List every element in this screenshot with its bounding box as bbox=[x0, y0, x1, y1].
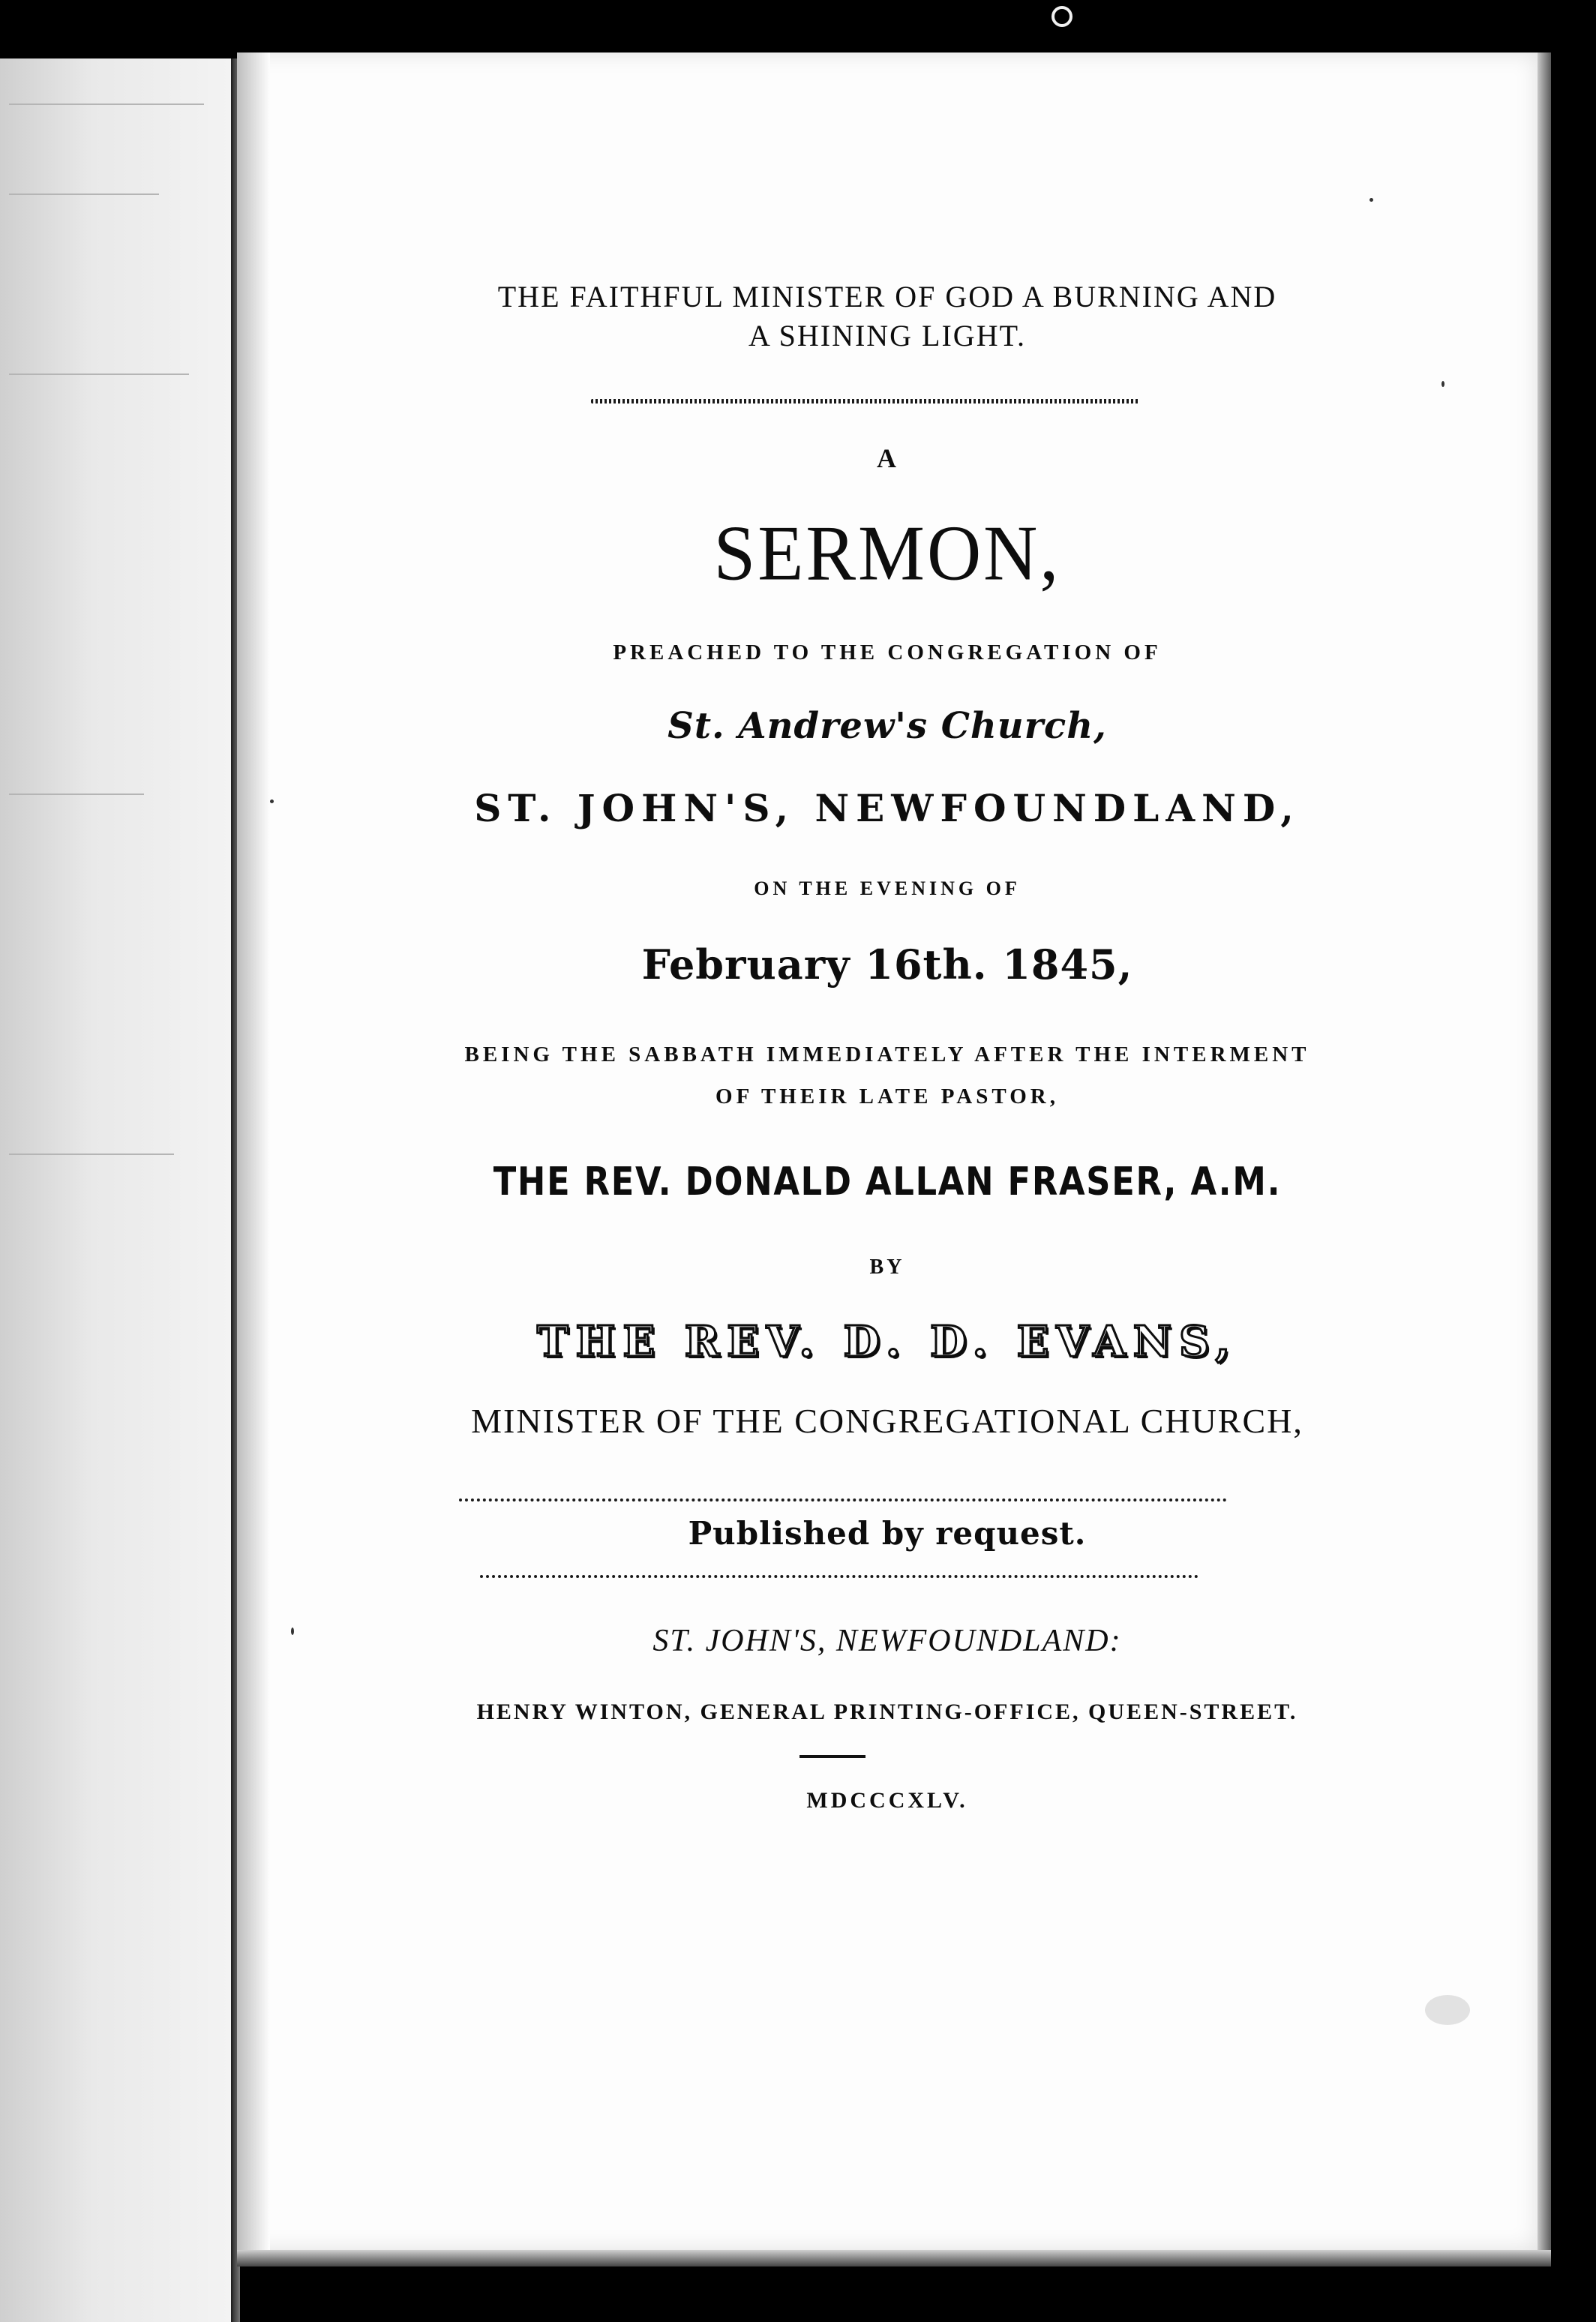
imprint-place: ST. JOHN'S, NEWFOUNDLAND: bbox=[652, 1624, 1122, 1658]
being-line-1: BEING THE SABBATH IMMEDIATELY AFTER THE INTERMENT bbox=[464, 1042, 1310, 1066]
sermon-date: February 16th. 1845, bbox=[641, 940, 1133, 988]
leaf-bleed-line bbox=[9, 794, 144, 795]
scan-registration-mark bbox=[1052, 6, 1072, 27]
ornamental-rule bbox=[480, 1575, 1198, 1578]
heading-line-2: A SHINING LIGHT. bbox=[748, 319, 1027, 352]
page-gutter-shadow bbox=[237, 52, 270, 2250]
imprint-printer: HENRY WINTON, GENERAL PRINTING-OFFICE, QUEEN-STREET. bbox=[476, 1700, 1298, 1724]
church-name: St. Andrew's Church, bbox=[668, 705, 1107, 747]
title-page bbox=[237, 52, 1538, 2250]
scan-speck bbox=[270, 800, 274, 803]
scan-speck bbox=[291, 1628, 294, 1635]
city-line: ST. JOHN'S, NEWFOUNDLAND, bbox=[474, 786, 1300, 830]
author-title: MINISTER OF THE CONGREGATIONAL CHURCH, bbox=[471, 1402, 1304, 1440]
leaf-bleed-line bbox=[9, 194, 159, 195]
leaf-bleed-line bbox=[9, 1154, 174, 1155]
on-evening-line: ON THE EVENING OF bbox=[754, 878, 1021, 899]
leaf-bleed-line bbox=[9, 374, 189, 375]
ornamental-rule bbox=[591, 399, 1140, 404]
leaf-bleed-line bbox=[9, 104, 204, 105]
ornamental-rule bbox=[459, 1498, 1227, 1502]
author-name: THE REV. D. D. EVANS, bbox=[536, 1317, 1238, 1366]
heading-line-1: THE FAITHFUL MINISTER OF GOD A BURNING AND bbox=[497, 280, 1277, 314]
page-bottom-edge bbox=[237, 2250, 1551, 2266]
preached-to-line: PREACHED TO THE CONGREGATION OF bbox=[613, 640, 1162, 664]
scan-speck bbox=[1370, 198, 1373, 202]
scan-speck bbox=[1442, 381, 1444, 387]
sermon-title: SERMON, bbox=[713, 509, 1061, 597]
being-line-2: OF THEIR LATE PASTOR, bbox=[716, 1084, 1059, 1108]
deceased-name: THE REV. DONALD ALLAN FRASER, A.M. bbox=[493, 1160, 1282, 1204]
short-rule bbox=[800, 1755, 866, 1758]
imprint-year: MDCCCXLV. bbox=[806, 1788, 968, 1813]
by-line: BY bbox=[869, 1256, 905, 1279]
scan-smudge bbox=[1425, 1995, 1470, 2025]
published-note: Published by request. bbox=[688, 1515, 1087, 1552]
page-right-edge bbox=[1538, 52, 1551, 2250]
previous-leaf-edge bbox=[0, 58, 234, 2322]
article-a: A bbox=[877, 443, 898, 473]
